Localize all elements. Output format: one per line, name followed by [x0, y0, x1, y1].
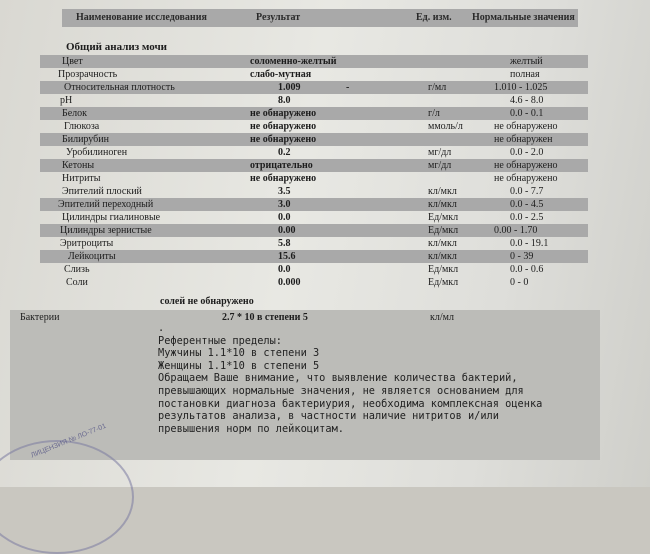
cell-test-name: Кетоны [62, 160, 95, 171]
cell-flag: - [346, 82, 350, 93]
note-line: Обращаем Ваше внимание, что выявление количества бактерий, [158, 372, 518, 385]
cell-norm: 0.0 - 0.1 [510, 108, 544, 119]
cell-norm: 0 - 0 [510, 277, 529, 288]
table-row [40, 198, 588, 211]
cell-result: не обнаружено [250, 173, 317, 184]
cell-norm: не обнаружено [494, 173, 558, 184]
cell-unit: мг/дл [428, 160, 452, 171]
table-row [40, 94, 588, 107]
cell-result: 0.00 [278, 225, 296, 236]
cell-test-name: Цилиндры гиалиновые [62, 212, 161, 223]
bacteria-name: Бактерии [20, 312, 60, 323]
cell-result: не обнаружено [250, 108, 317, 119]
table-row [40, 185, 588, 198]
cell-norm: не обнаружен [494, 134, 553, 145]
note-line: результатов анализа, в частности наличие нитритов и/или [158, 410, 499, 423]
cell-norm: 0.00 - 1.70 [494, 225, 538, 236]
table-row [40, 133, 588, 146]
cell-result: 5.8 [278, 238, 291, 249]
cell-unit: г/л [428, 108, 440, 119]
cell-result: соломенно-желтый [250, 56, 337, 67]
note-line: постановки диагноза бактериурия, необходима комплексная оценка [158, 397, 543, 410]
cell-result: не обнаружено [250, 121, 317, 132]
note-line: Женщины 1.1*10 в степени 5 [158, 359, 320, 372]
salts-note: солей не обнаружено [160, 296, 254, 307]
cell-unit: кл/мкл [428, 238, 457, 249]
section-title: Общий анализ мочи [66, 41, 167, 53]
cell-test-name: Прозрачность [58, 69, 118, 80]
cell-unit: кл/мкл [428, 186, 457, 197]
table-row [40, 107, 588, 120]
cell-unit: мг/дл [428, 147, 452, 158]
table-row [40, 146, 588, 159]
cell-norm: 0 - 39 [510, 251, 534, 262]
cell-result: 3.0 [278, 199, 291, 210]
cell-test-name: Относительная плотность [64, 82, 175, 93]
cell-test-name: Цилиндры зернистые [60, 225, 152, 236]
bacteria-result: 2.7 * 10 в степени 5 [222, 312, 308, 323]
cell-unit: Ед/мкл [428, 264, 459, 275]
cell-norm: 1.010 - 1.025 [494, 82, 548, 93]
cell-test-name: Эритроциты [60, 238, 114, 249]
cell-norm: не обнаружено [494, 121, 558, 132]
cell-result: 0.2 [278, 147, 291, 158]
cell-unit: Ед/мкл [428, 277, 459, 288]
cell-result: 0.000 [278, 277, 301, 288]
cell-result: 1.009 [278, 82, 301, 93]
cell-result: 3.5 [278, 186, 291, 197]
cell-test-name: Нитриты [62, 173, 101, 184]
cell-norm: желтый [510, 56, 543, 67]
cell-test-name: Цвет [62, 56, 83, 67]
header-norm: Нормальные значения [472, 12, 575, 23]
table-row [40, 81, 588, 94]
table-row [40, 159, 588, 172]
note-line: Референтные пределы: [158, 334, 282, 347]
cell-result: отрицательно [250, 160, 313, 171]
note-line: превышения норм по лейкоцитам. [158, 422, 344, 435]
cell-result: слабо-мутная [250, 69, 312, 80]
table-row [40, 237, 588, 250]
table-row [40, 68, 588, 81]
cell-test-name: Соли [66, 277, 88, 288]
reference-note [158, 322, 598, 435]
cell-unit: кл/мкл [428, 251, 457, 262]
cell-test-name: Глюкоза [64, 121, 100, 132]
cell-unit: ммоль/л [428, 121, 463, 132]
header-test: Наименование исследования [76, 12, 207, 23]
cell-result: 0.0 [278, 264, 291, 275]
cell-test-name: Уробилиноген [66, 147, 128, 158]
cell-result: 15.6 [278, 251, 296, 262]
table-row [40, 250, 588, 263]
cell-test-name: Слизь [64, 264, 90, 275]
note-line: . [158, 322, 165, 334]
note-line: Мужчины 1.1*10 в степени 3 [158, 347, 320, 360]
cell-norm: полная [510, 69, 540, 80]
cell-norm: 4.6 - 8.0 [510, 95, 544, 106]
table-row [40, 172, 588, 185]
header-result: Результат [256, 12, 301, 23]
cell-norm: 0.0 - 0.6 [510, 264, 544, 275]
note-line: превышающих нормальные значения, не является основанием для [158, 384, 524, 397]
cell-test-name: Билирубин [62, 134, 109, 145]
cell-unit: кл/мкл [428, 199, 457, 210]
cell-test-name: pH [60, 95, 73, 106]
cell-norm: 0.0 - 2.0 [510, 147, 544, 158]
bacteria-unit: кл/мл [430, 312, 454, 323]
cell-norm: 0.0 - 19.1 [510, 238, 549, 249]
cell-result: 8.0 [278, 95, 291, 106]
cell-result: не обнаружено [250, 134, 317, 145]
table-row [40, 55, 588, 68]
cell-norm: 0.0 - 7.7 [510, 186, 544, 197]
header-unit: Ед. изм. [416, 12, 452, 23]
table-row [40, 211, 588, 224]
table-row [40, 224, 588, 237]
cell-test-name: Белок [62, 108, 88, 119]
table-row [40, 276, 588, 289]
cell-norm: не обнаружено [494, 160, 558, 171]
cell-test-name: Эпителий переходный [58, 199, 154, 210]
table-row [40, 263, 588, 276]
cell-unit: Ед/мкл [428, 225, 459, 236]
cell-unit: Ед/мкл [428, 212, 459, 223]
cell-test-name: Эпителий плоский [62, 186, 142, 197]
cell-norm: 0.0 - 4.5 [510, 199, 544, 210]
cell-test-name: Лейкоциты [68, 251, 116, 262]
table-row [40, 120, 588, 133]
cell-norm: 0.0 - 2.5 [510, 212, 544, 223]
cell-result: 0.0 [278, 212, 291, 223]
stamp-text: ЛИЦЕНЗИЯ № ЛО-77-01 [30, 422, 108, 460]
table-header [62, 9, 578, 27]
cell-unit: г/мл [428, 82, 447, 93]
